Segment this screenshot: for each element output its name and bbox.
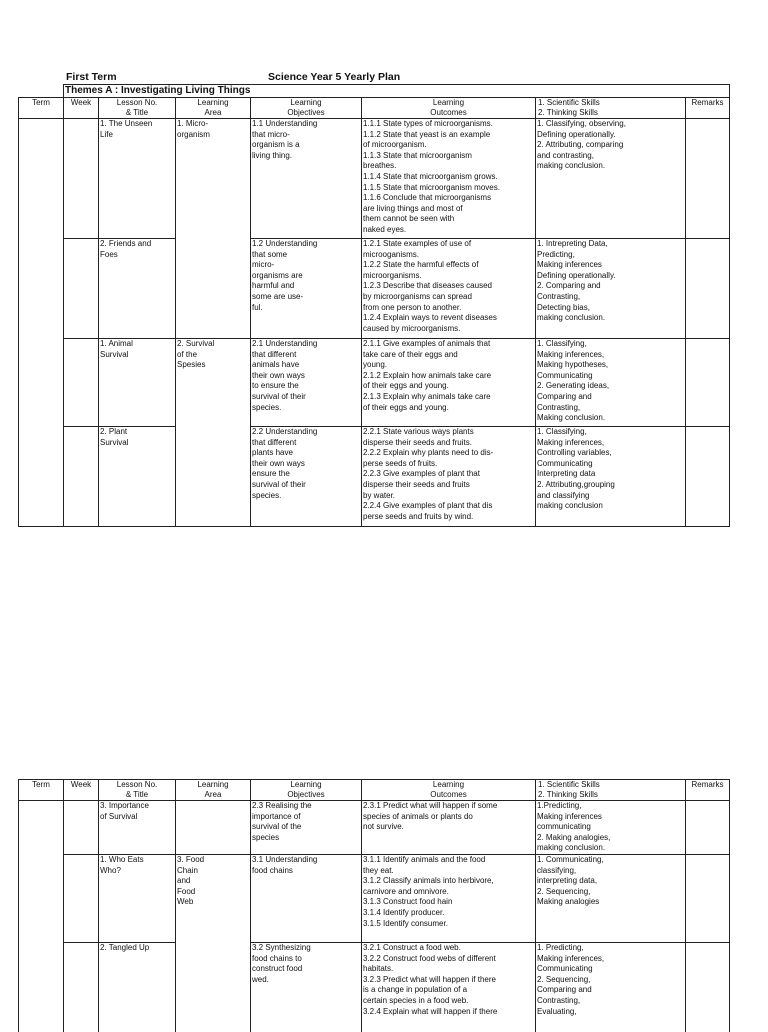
outcomes-cell: 2.2.1 State various ways plants disperse their seeds and fruits. 2.2.2 Explain why plants need to dis- perse seeds of fruits. 2.2.3 Give examples of plant that disperse their seeds and fruits by water. 2.2.4 Give examples of plant that dis perse seeds and fruits by wind. (362, 427, 536, 527)
col-header-term: Term (19, 98, 64, 119)
lesson-cell: 2. Plant Survival (99, 427, 176, 527)
skills-cell: 1. Intrepreting Data, Predicting, Making inferences Defining operationally. 2. Comparing and Contrasting, Detecting bias, making conclusion. (536, 239, 686, 339)
area-cell (176, 942, 251, 1032)
remarks-cell (686, 339, 730, 427)
col-header-area: Learning Area (176, 780, 251, 801)
col-header-remarks: Remarks (686, 780, 730, 801)
lesson-cell: 2. Tangled Up (99, 942, 176, 1032)
lesson-cell: 1. Animal Survival (99, 339, 176, 427)
area-cell (176, 801, 251, 855)
week-cell (64, 942, 99, 1032)
outcomes-cell: 3.2.1 Construct a food web. 3.2.2 Construct food webs of different habitats. 3.2.3 Predict what will happen if there is a change in population of a certain species in a food web. 3.2.4 Explain what will happen if there (362, 942, 536, 1032)
table-row (19, 239, 730, 339)
week-cell (64, 801, 99, 855)
objectives-cell: 2.2 Understanding that different plants have their own ways ensure the survival of their species. (251, 427, 362, 527)
table-row (19, 339, 730, 427)
lesson-cell: 1. The Unseen Life (99, 119, 176, 239)
remarks-cell (686, 119, 730, 239)
col-header-objectives: Learning Objectives (251, 98, 362, 119)
table-row (19, 119, 730, 239)
objectives-cell: 2.1 Understanding that different animals have their own ways to ensure the survival of their species. (251, 339, 362, 427)
outcomes-cell: 1.1.1 State types of microorganisms. 1.1.2 State that yeast is an example of microorganism. 1.1.3 State that microorganism breathes. 1.1.4 State that microorganism grows. 1.1.5 State that microorganism moves. 1.1.6 Conclude that microorganisms are living things and most of them cannot be seen with naked eyes. (362, 119, 536, 239)
week-cell (64, 427, 99, 527)
objectives-cell: 3.1 Understanding food chains (251, 854, 362, 942)
col-header-skills: 1. Scientific Skills 2. Thinking Skills (536, 98, 686, 119)
skills-cell: 1. Classifying, observing, Defining operationally. 2. Attributing, comparing and contrasting, making conclusion. (536, 119, 686, 239)
plan-title: Science Year 5 Yearly Plan (268, 71, 400, 83)
table-row (19, 801, 730, 855)
lesson-cell: 3. Importance of Survival (99, 801, 176, 855)
col-header-area: Learning Area (176, 98, 251, 119)
area-cell (176, 427, 251, 527)
outcomes-cell: 3.1.1 Identify animals and the food they eat. 3.1.2 Classify animals into herbivore, carnivore and omnivore. 3.1.3 Construct food hain 3.1.4 Identify producer. 3.1.5 Identify consumer. (362, 854, 536, 942)
objectives-cell: 1.2 Understanding that some micro- organisms are harmful and some are use- ful. (251, 239, 362, 339)
col-header-objectives: Learning Objectives (251, 780, 362, 801)
week-cell (64, 239, 99, 339)
yearly-plan-table-page2 (18, 779, 730, 1032)
area-cell: 2. Survival of the Spesies (176, 339, 251, 427)
week-cell (64, 339, 99, 427)
theme-title: Themes A : Investigating Living Things (64, 85, 730, 98)
table-row (19, 942, 730, 1032)
skills-cell: 1. Classifying, Making inferences, Making hypotheses, Communicating 2. Generating ideas, Comparing and Contrasting, Making conclusion. (536, 339, 686, 427)
remarks-cell (686, 801, 730, 855)
lesson-cell: 1. Who Eats Who? (99, 854, 176, 942)
lesson-cell: 2. Friends and Foes (99, 239, 176, 339)
col-header-lesson: Lesson No. & Title (99, 780, 176, 801)
remarks-cell (686, 239, 730, 339)
term-cell (19, 119, 64, 527)
col-header-remarks: Remarks (686, 98, 730, 119)
skills-cell: 1. Predicting, Making inferences, Communicating 2. Sequencing, Comparing and Contrasting, Evaluating, (536, 942, 686, 1032)
col-header-week: Week (64, 98, 99, 119)
yearly-plan-table-page1 (18, 84, 730, 527)
area-cell: 1. Micro- organism (176, 119, 251, 239)
area-cell (176, 239, 251, 339)
remarks-cell (686, 427, 730, 527)
area-cell: 3. Food Chain and Food Web (176, 854, 251, 942)
col-header-week: Week (64, 780, 99, 801)
col-header-skills: 1. Scientific Skills 2. Thinking Skills (536, 780, 686, 801)
outcomes-cell: 1.2.1 State examples of use of microoganisms. 1.2.2 State the harmful effects of microorganisms. 1.2.3 Describe that diseases caused by microorganisms can spread from one person to another. 1.2.4 Explain ways to revent diseases caused by microorganisms. (362, 239, 536, 339)
table-row (19, 427, 730, 527)
outcomes-cell: 2.1.1 Give examples of animals that take care of their eggs and young. 2.1.2 Explain how animals take care of their eggs and young. 2.1.3 Explain why animals take care of their eggs and young. (362, 339, 536, 427)
table-row (19, 854, 730, 942)
objectives-cell: 3.2 Synthesizing food chains to construct food wed. (251, 942, 362, 1032)
remarks-cell (686, 942, 730, 1032)
col-header-term: Term (19, 780, 64, 801)
skills-cell: 1. Classifying, Making inferences, Controlling variables, Communicating Interpreting data 2. Attributing,grouping and classifying making conclusion (536, 427, 686, 527)
col-header-lesson: Lesson No. & Title (99, 98, 176, 119)
outcomes-cell: 2.3.1 Predict what will happen if some species of animals or plants do not survive. (362, 801, 536, 855)
objectives-cell: 1.1 Understanding that micro- organism is a living thing. (251, 119, 362, 239)
week-cell (64, 119, 99, 239)
col-header-outcomes: Learning Outcomes (362, 98, 536, 119)
term-label: First Term (66, 71, 117, 83)
week-cell (64, 854, 99, 942)
skills-cell: 1. Communicating, classifying, interpreting data, 2. Sequencing, Making analogies (536, 854, 686, 942)
term-cell (19, 801, 64, 1032)
col-header-outcomes: Learning Outcomes (362, 780, 536, 801)
remarks-cell (686, 854, 730, 942)
skills-cell: 1.Predicting, Making inferences communicating 2. Making analogies, making conclusion. (536, 801, 686, 855)
objectives-cell: 2.3 Realising the importance of survival of the species (251, 801, 362, 855)
